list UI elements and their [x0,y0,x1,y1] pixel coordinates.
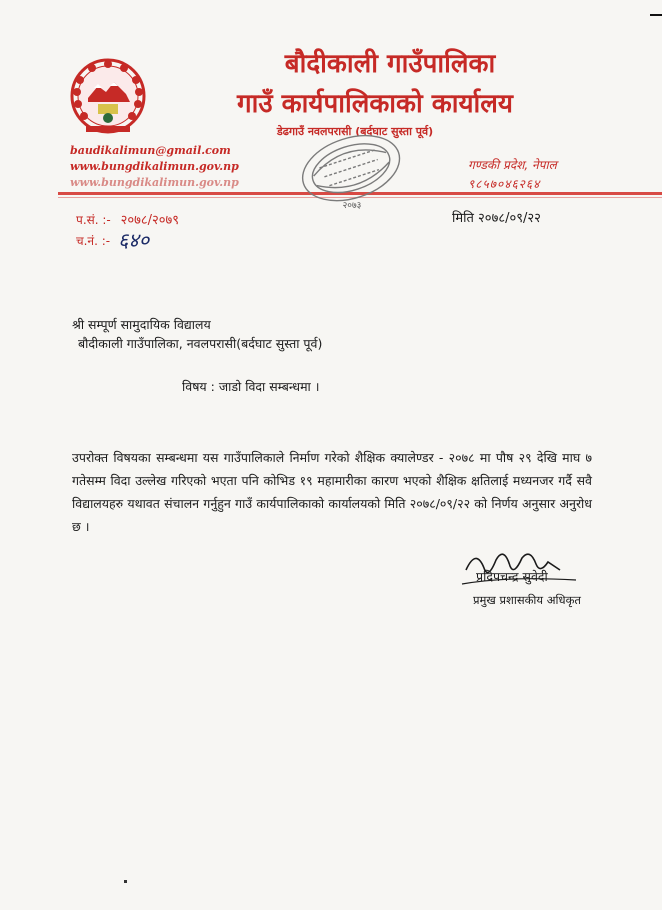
office-address: डेढगाउँ नवलपरासी (बर्दघाट सुस्ता पूर्व) [276,125,434,138]
recipient-line-2: बौदीकाली गाउँपालिका, नवलपरासी(बर्दघाट सुस्ता पूर्व) [78,336,323,351]
dispatch-number-label: च.नं. :- [76,234,111,248]
letter-date: मिति २०७८/०९/२२ [452,211,541,226]
letter-subject: विषय : जाडो विदा सम्बन्धमा । [182,379,320,394]
letter-number-label: प.सं. :- [76,213,111,227]
scan-dot [124,880,127,883]
municipality-emblem-icon [68,56,148,138]
municipality-name: बौदीकाली गाउँपालिका [284,49,496,79]
signatory-name: प्रदिपचन्द्र सुवेदी [476,569,548,584]
stamp-year: २०७३ [342,201,362,211]
scan-edge-mark [650,14,662,16]
website-text: www.bungdikalimun.gov.np [70,160,239,173]
email-text: baudikalimun@gmail.com [70,144,231,157]
signatory-title: प्रमुख प्रशासकीय अधिकृत [473,593,581,607]
dispatch-number-value: ६४० [118,228,150,252]
recipient-line-1: श्री सम्पूर्ण सामुदायिक विद्यालय [72,317,211,332]
phone-number: ९८५७०४६२६४ [468,177,541,191]
office-stamp-icon [292,130,412,212]
letter-body: उपरोक्त विषयका सम्बन्धमा यस गाउँपालिकाले निर्माण गरेको शैक्षिक क्यालेण्डर - २०७८ मा पौष २९ देखि माघ ७ गतेसम्म विदा उल्लेख गरिएको भएता पनि कोभिड १९ महामारीका कारण भएको शैक्षिक क्षतिलाई मध्यनजर गर्दै सवै विद्यालयहरु यथावत संचालन गर्नुहुन गाउँ कार्यपालिकाको कार्यालयको मिति २०७८/०९/२२ को निर्णय अनुसार अनुरोध छ । [72,450,592,534]
letter-number-value: २०७८/२०७९ [120,213,180,228]
office-name: गाउँ कार्यपालिकाको कार्यालय [237,89,513,119]
website-text-faded: www.bungdikalimun.gov.np [70,176,239,189]
province-text: गण्डकी प्रदेश, नेपाल [468,158,557,172]
